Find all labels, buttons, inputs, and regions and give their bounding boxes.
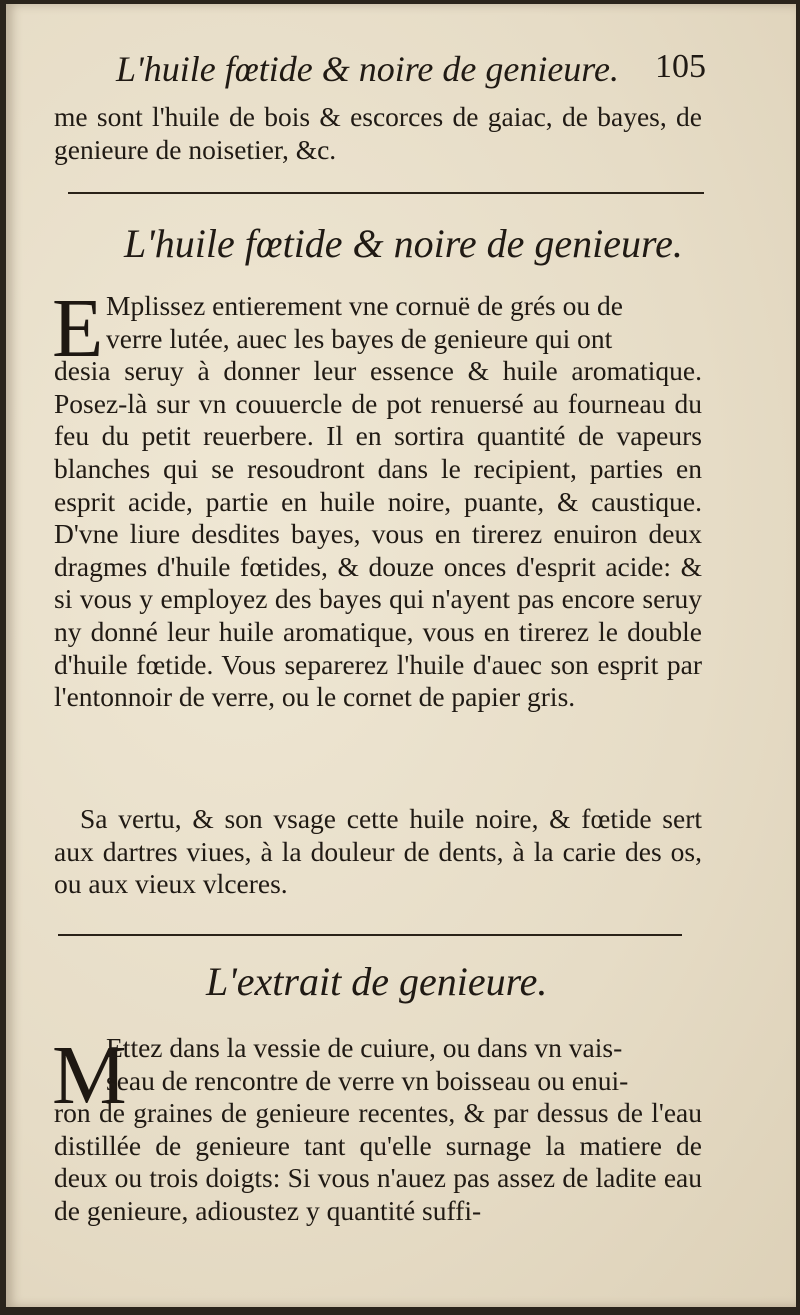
intro-line: Mplissez entierement vne cornuë de grés ou de <box>106 290 623 321</box>
drop-cap: E <box>52 282 104 375</box>
section-divider <box>68 192 704 194</box>
paragraph-body: desia seruy à donner leur essence & huile aromatique. Posez-là sur vn couuercle de pot renuersé au fourneau du feu du petit reuerbere. Il en sortira quantité de vapeurs blanches qui se resoudront dans le recipient, parties en esprit acide, partie en huile noire, puante, & caustique. D'vne liure desdites bayes, vous en tirerez enuiron deux dragmes d'huile fœtides, & douze onces d'esprit acide: & si vous y employez des bayes qui n'ayent pas encore seruy ny donné leur huile aromatique, vous en tirerez le double d'huile fœtide. Vous separerez l'huile d'auec son esprit par l'entonnoir de verre, ou le cornet de papier gris. <box>54 355 702 713</box>
running-head <box>116 48 706 98</box>
section-paragraph <box>54 290 702 714</box>
paragraph-body: ron de graines de genieure recentes, & par dessus de l'eau distillée de genieure tant qu'elle surnage la matiere de deux ou trois doigts: Si vous n'auez pas assez de ladite eau de genieure, adioustez y quantité suffi- <box>54 1097 702 1226</box>
intro-line: verre lutée, auec les bayes de genieure qui ont <box>106 322 613 354</box>
intro-line: Ettez dans la vessie de cuiure, ou dans vn vais- <box>106 1032 623 1063</box>
drop-cap: M <box>52 1029 127 1122</box>
section-paragraph <box>52 1029 702 1228</box>
page-number: 105 <box>655 48 706 85</box>
virtue-paragraph: Sa vertu, & son vsage cette huile noire, & fœtide sert aux dartres viues, à la douleur de dents, à la carie des os, ou aux vieux vlceres. <box>54 803 702 900</box>
section-heading: L'extrait de genieure. <box>206 959 548 1004</box>
book-page <box>6 4 796 1307</box>
continued-paragraph: me sont l'huile de bois & escorces de gaiac, de bayes, de genieure de noisetier, &c. <box>54 101 702 165</box>
section-divider <box>58 934 682 936</box>
running-head-title: L'huile fœtide & noire de genieure. <box>116 49 619 89</box>
intro-line: seau de rencontre de verre vn boisseau ou enui- <box>106 1064 629 1096</box>
section-heading: L'huile fœtide & noire de genieure. <box>124 221 683 266</box>
